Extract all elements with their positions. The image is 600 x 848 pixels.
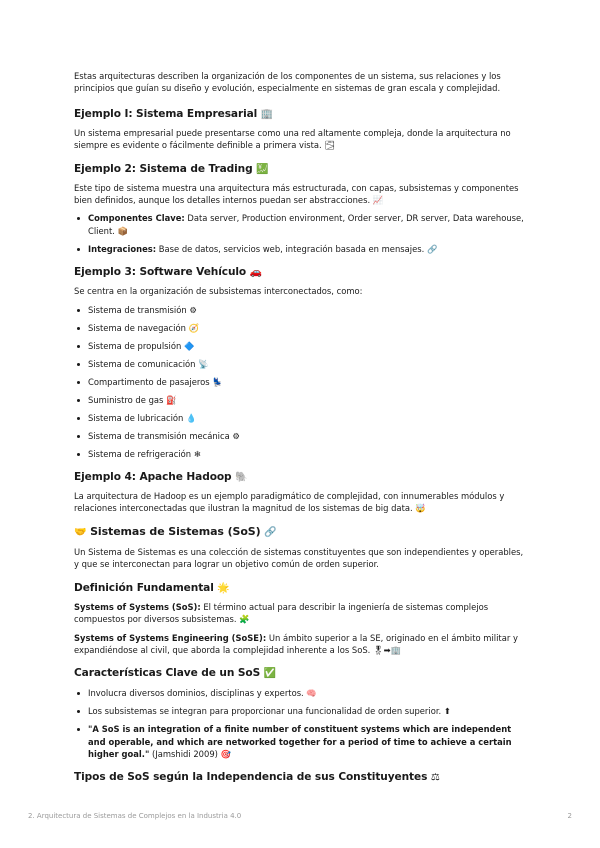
heading-ejemplo-2: Ejemplo 2: Sistema de Trading 💹: [74, 162, 269, 175]
page-number: 2: [567, 812, 572, 820]
heading-tipos: Tipos de SoS según la Independencia de sus Constituyentes ⚖: [74, 770, 440, 783]
fog-icon: 🌫: [324, 140, 336, 151]
footer-title: 2. Arquitectura de Sistemas de Complejos en la Industria 4.0: [28, 812, 242, 820]
list-item: Sistema de transmisión mecánica ⚙: [74, 430, 529, 442]
heading-ejemplo-3: Ejemplo 3: Software Vehículo 🚗: [74, 266, 263, 279]
ejemplo-4-text: La arquitectura de Hadoop es un ejemplo paradigmático de complejidad, con innumerables módulos y relaciones interconectadas que ilustran la magnitud de los sistemas de big data. 🤯: [74, 491, 505, 514]
elephant-icon: 🐘: [235, 472, 248, 484]
ejemplo-3-list: [74, 304, 529, 460]
compass-icon: 🧭: [188, 322, 199, 333]
ejemplo-2-text: Este tipo de sistema muestra una arquitectura más estructurada, con capas, subsistemas y componentes bien definidos, aunque los detalles internos puedan ser abstracciones. 📈: [74, 182, 519, 206]
section-tipos: [74, 770, 529, 785]
list-item: Sistema de propulsión 🔷: [74, 340, 529, 352]
car-icon: 🚗: [249, 267, 263, 279]
puzzle-icon: 🧩: [239, 614, 250, 625]
diamond-icon: 🔷: [183, 340, 195, 351]
section-ejemplo-2: [74, 162, 529, 256]
sos-text: Un Sistema de Sistemas es una colección de sistemas constituyentes que son independientes y operables, y que se interconectan para lograr un objetivo común de orden superior.: [74, 546, 524, 570]
heading-ejemplo-4: Ejemplo 4: Apache Hadoop 🐘: [74, 471, 248, 484]
brain-icon: 🧠: [306, 688, 317, 699]
section-ejemplo-3: [74, 265, 529, 460]
list-item: Compartimento de pasajeros 💺: [74, 376, 529, 388]
ejemplo-2-list: [74, 212, 529, 255]
list-item: Suministro de gas ⛽: [74, 394, 529, 406]
section-ejemplo-4: [74, 470, 529, 515]
gear-icon: ⚙: [232, 430, 240, 441]
office-building-icon: 🏢: [260, 108, 274, 120]
heading-ejemplo-1: Ejemplo I: Sistema Empresarial 🏢: [74, 107, 274, 120]
caracteristicas-list: [74, 687, 529, 760]
heading-definicion: Definición Fundamental 🌟: [74, 581, 230, 594]
package-icon: 📦: [117, 225, 129, 236]
heading-sos: 🤝 Sistemas de Sistemas (SoS) 🔗: [74, 524, 277, 538]
seat-icon: 💺: [212, 376, 223, 387]
link-icon: 🔗: [264, 526, 277, 538]
section-ejemplo-1: [74, 107, 529, 152]
ejemplo-1-text: Un sistema empresarial puede presentarse como una red altamente compleja, donde la arquitectura no siempre es evidente o fácilmente definible a primera vista. 🌫: [74, 127, 511, 151]
section-caracteristicas: [74, 666, 529, 760]
definicion-sos: Systems of Systems (SoS): El término actual para describir la ingeniería de sistemas complejos compuestos por diversos subsistemas. 🧩: [74, 601, 489, 625]
gear-icon: ⚙: [189, 304, 197, 315]
exploding-head-icon: 🤯: [415, 503, 426, 514]
fuel-pump-icon: ⛽: [166, 394, 177, 405]
list-item: Sistema de lubricación 💧: [74, 412, 529, 424]
droplet-icon: 💧: [186, 412, 197, 423]
snowflake-icon: ❄: [193, 448, 201, 459]
medal-arrow-building-icon: 🎖➡🏢: [373, 644, 402, 655]
up-arrow-icon: ⬆: [443, 706, 451, 717]
definicion-sose: Systems of Systems Engineering (SoSE): Un ámbito superior a la SE, originado en el ámbito militar y expandiéndose al civil, que aborda la complejidad inherente a los SoS. 🎖➡🏢: [74, 632, 518, 655]
target-icon: 🎯: [220, 749, 232, 760]
list-item: Integraciones: Base de datos, servicios web, integración basada en mensajes. 🔗: [74, 243, 529, 255]
list-item: Sistema de transmisión ⚙: [74, 304, 529, 316]
balance-scale-icon: ⚖: [430, 771, 440, 783]
handshake-icon: 🤝: [74, 526, 87, 538]
page-footer: [28, 812, 572, 820]
list-item: Sistema de refrigeración ❄: [74, 448, 529, 460]
chart-increasing-icon: 📈: [372, 195, 384, 206]
intro-paragraph: Estas arquitecturas describen la organización de los componentes de un sistema, sus relaciones y los principios que guían su diseño y evolución, especialmente en sistemas de gran escala y complejidad.: [74, 71, 501, 94]
ejemplo-3-text: Se centra en la organización de subsistemas interconectados, como:: [74, 286, 363, 297]
heading-caracteristicas: Características Clave de un SoS ✅: [74, 667, 277, 680]
section-sos: [74, 525, 529, 571]
page-content: [74, 70, 529, 790]
check-mark-icon: ✅: [263, 668, 277, 680]
link-icon: 🔗: [426, 243, 438, 254]
satellite-antenna-icon: 📡: [198, 358, 209, 369]
list-item: Sistema de comunicación 📡: [74, 358, 529, 370]
list-item: Involucra diversos dominios, disciplinas y expertos. 🧠: [74, 687, 529, 699]
list-item: Componentes Clave: Data server, Production environment, Order server, DR server, Data warehouse, Client. 📦: [74, 212, 529, 237]
chart-yen-icon: 💹: [256, 163, 269, 175]
list-item: Los subsistemas se integran para proporcionar una funcionalidad de orden superior. ⬆: [74, 705, 529, 717]
section-definicion: [74, 581, 529, 657]
list-item: "A SoS is an integration of a finite number of constituent systems which are independent and operable, and which are networked together for a period of time to achieve a certain higher goal." (Jamshidi 2009) 🎯: [74, 723, 529, 760]
list-item: Sistema de navegación 🧭: [74, 322, 529, 334]
star-icon: 🌟: [217, 582, 230, 594]
